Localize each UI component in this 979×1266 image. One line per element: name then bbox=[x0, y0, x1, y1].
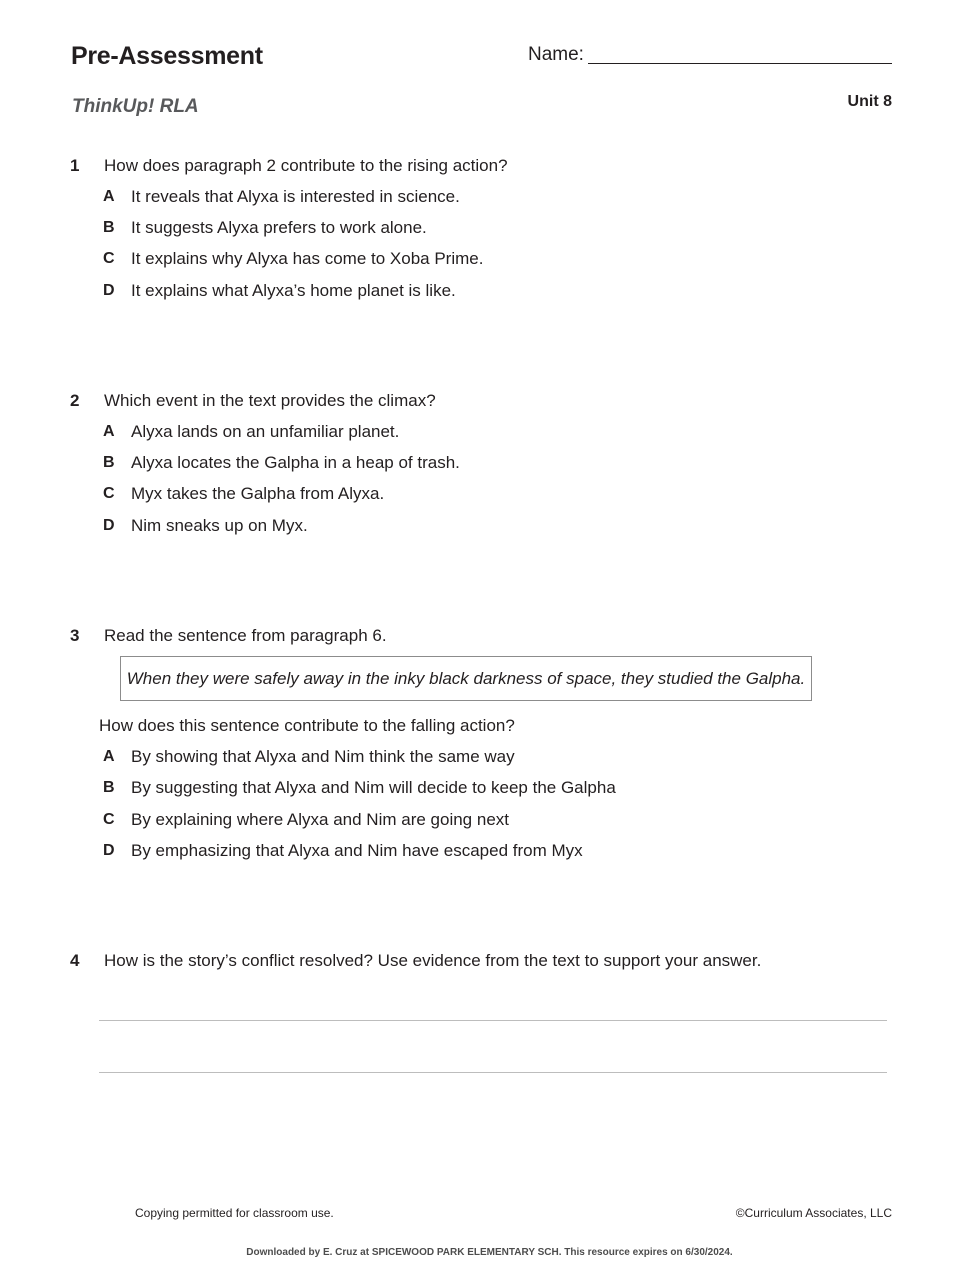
question-text: Which event in the text provides the climax? bbox=[104, 391, 436, 410]
option-letter: D bbox=[103, 842, 115, 859]
option-letter: B bbox=[103, 219, 115, 236]
option-letter: B bbox=[103, 779, 115, 796]
question-number: 3 bbox=[70, 626, 80, 645]
option-letter: A bbox=[103, 748, 115, 765]
option-letter: D bbox=[103, 517, 115, 534]
download-notice: Downloaded by E. Cruz at SPICEWOOD PARK ELEMENTARY SCH. This resource expires on 6/30/2024. bbox=[246, 1247, 733, 1258]
question-text: Read the sentence from paragraph 6. bbox=[104, 626, 387, 645]
option-letter: A bbox=[103, 423, 115, 440]
question-number: 2 bbox=[70, 391, 80, 410]
option-letter: B bbox=[103, 454, 115, 471]
answer-line[interactable] bbox=[99, 1020, 887, 1021]
question-prompt: How does this sentence contribute to the falling action? bbox=[99, 716, 515, 735]
option-text: Nim sneaks up on Myx. bbox=[131, 516, 308, 535]
option-letter: C bbox=[103, 250, 115, 267]
copyright-notice: Copying permitted for classroom use. bbox=[135, 1206, 334, 1220]
option-text: It explains why Alyxa has come to Xoba Prime. bbox=[131, 249, 484, 268]
page-title: Pre-Assessment bbox=[71, 42, 263, 70]
question-text: How is the story’s conflict resolved? Use evidence from the text to support your answer. bbox=[104, 951, 762, 970]
option-text: It reveals that Alyxa is interested in science. bbox=[131, 187, 460, 206]
unit-label: Unit 8 bbox=[847, 93, 892, 110]
option-text: Alyxa locates the Galpha in a heap of trash. bbox=[131, 453, 460, 472]
option-text: Alyxa lands on an unfamiliar planet. bbox=[131, 422, 400, 441]
option-text: By suggesting that Alyxa and Nim will decide to keep the Galpha bbox=[131, 778, 616, 797]
publisher-credit: ©Curriculum Associates, LLC bbox=[735, 1206, 892, 1220]
option-text: It suggests Alyxa prefers to work alone. bbox=[131, 218, 427, 237]
option-letter: C bbox=[103, 811, 115, 828]
option-text: By explaining where Alyxa and Nim are going next bbox=[131, 810, 509, 829]
option-text: By showing that Alyxa and Nim think the same way bbox=[131, 747, 515, 766]
option-text: It explains what Alyxa’s home planet is like. bbox=[131, 281, 456, 300]
quote-box bbox=[120, 656, 812, 701]
question-text: How does paragraph 2 contribute to the rising action? bbox=[104, 156, 508, 175]
name-field-line bbox=[588, 63, 892, 64]
quote-text: When they were safely away in the inky black darkness of space, they studied the Galpha. bbox=[126, 668, 806, 688]
name-label: Name: bbox=[528, 44, 584, 65]
option-text: Myx takes the Galpha from Alyxa. bbox=[131, 484, 385, 503]
option-text: By emphasizing that Alyxa and Nim have escaped from Myx bbox=[131, 841, 583, 860]
program-subtitle: ThinkUp! RLA bbox=[72, 96, 199, 117]
answer-line[interactable] bbox=[99, 1072, 887, 1073]
option-letter: D bbox=[103, 282, 115, 299]
option-letter: A bbox=[103, 188, 115, 205]
question-number: 1 bbox=[70, 156, 80, 175]
option-letter: C bbox=[103, 485, 115, 502]
question-number: 4 bbox=[70, 951, 80, 970]
